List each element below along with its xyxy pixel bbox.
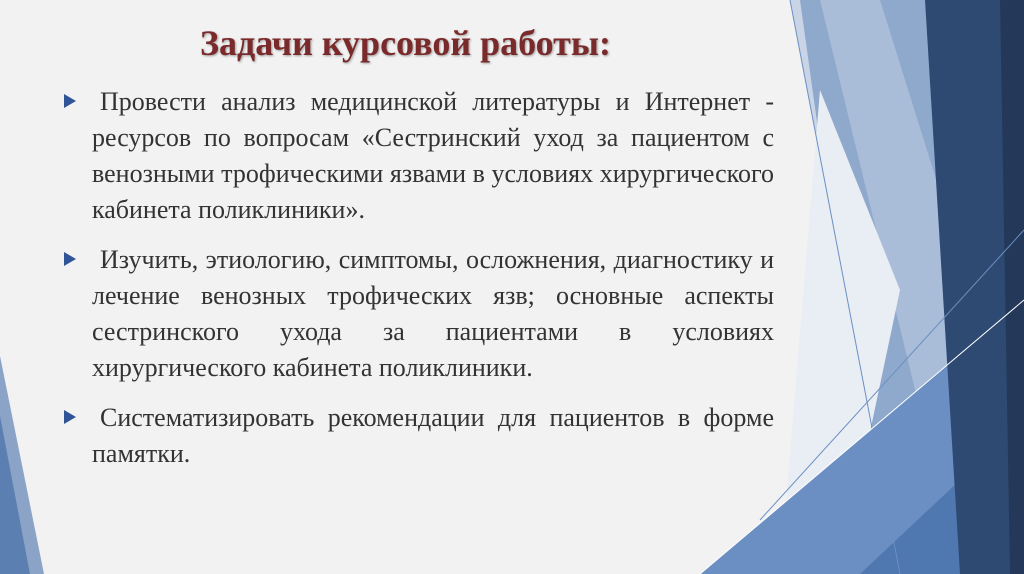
list-item bbox=[64, 242, 774, 386]
triangle-bullet-icon bbox=[64, 94, 76, 108]
list-item-text: Изучить, этиологию, симптомы, осложнения, диагностику и лечение венозных трофических язв; основные аспекты сестринского ухода за пациентами в условиях хирургического кабинета поликлиники. bbox=[92, 245, 774, 382]
triangle-bullet-icon bbox=[64, 252, 76, 266]
list-item-text: Систематизировать рекомендации для пациентов в форме памятки. bbox=[92, 403, 774, 468]
slide-title: Задачи курсовой работы: bbox=[200, 23, 611, 63]
list-item bbox=[64, 400, 774, 472]
triangle-bullet-icon bbox=[64, 410, 76, 424]
list-item bbox=[64, 84, 774, 228]
list-item-text: Провести анализ медицинской литературы и Интернет - ресурсов по вопросам «Сестринский уход за пациентом с венозными трофическими язвами в условиях хирургического кабинета поликлиники». bbox=[92, 87, 774, 224]
tasks-list bbox=[64, 84, 774, 486]
